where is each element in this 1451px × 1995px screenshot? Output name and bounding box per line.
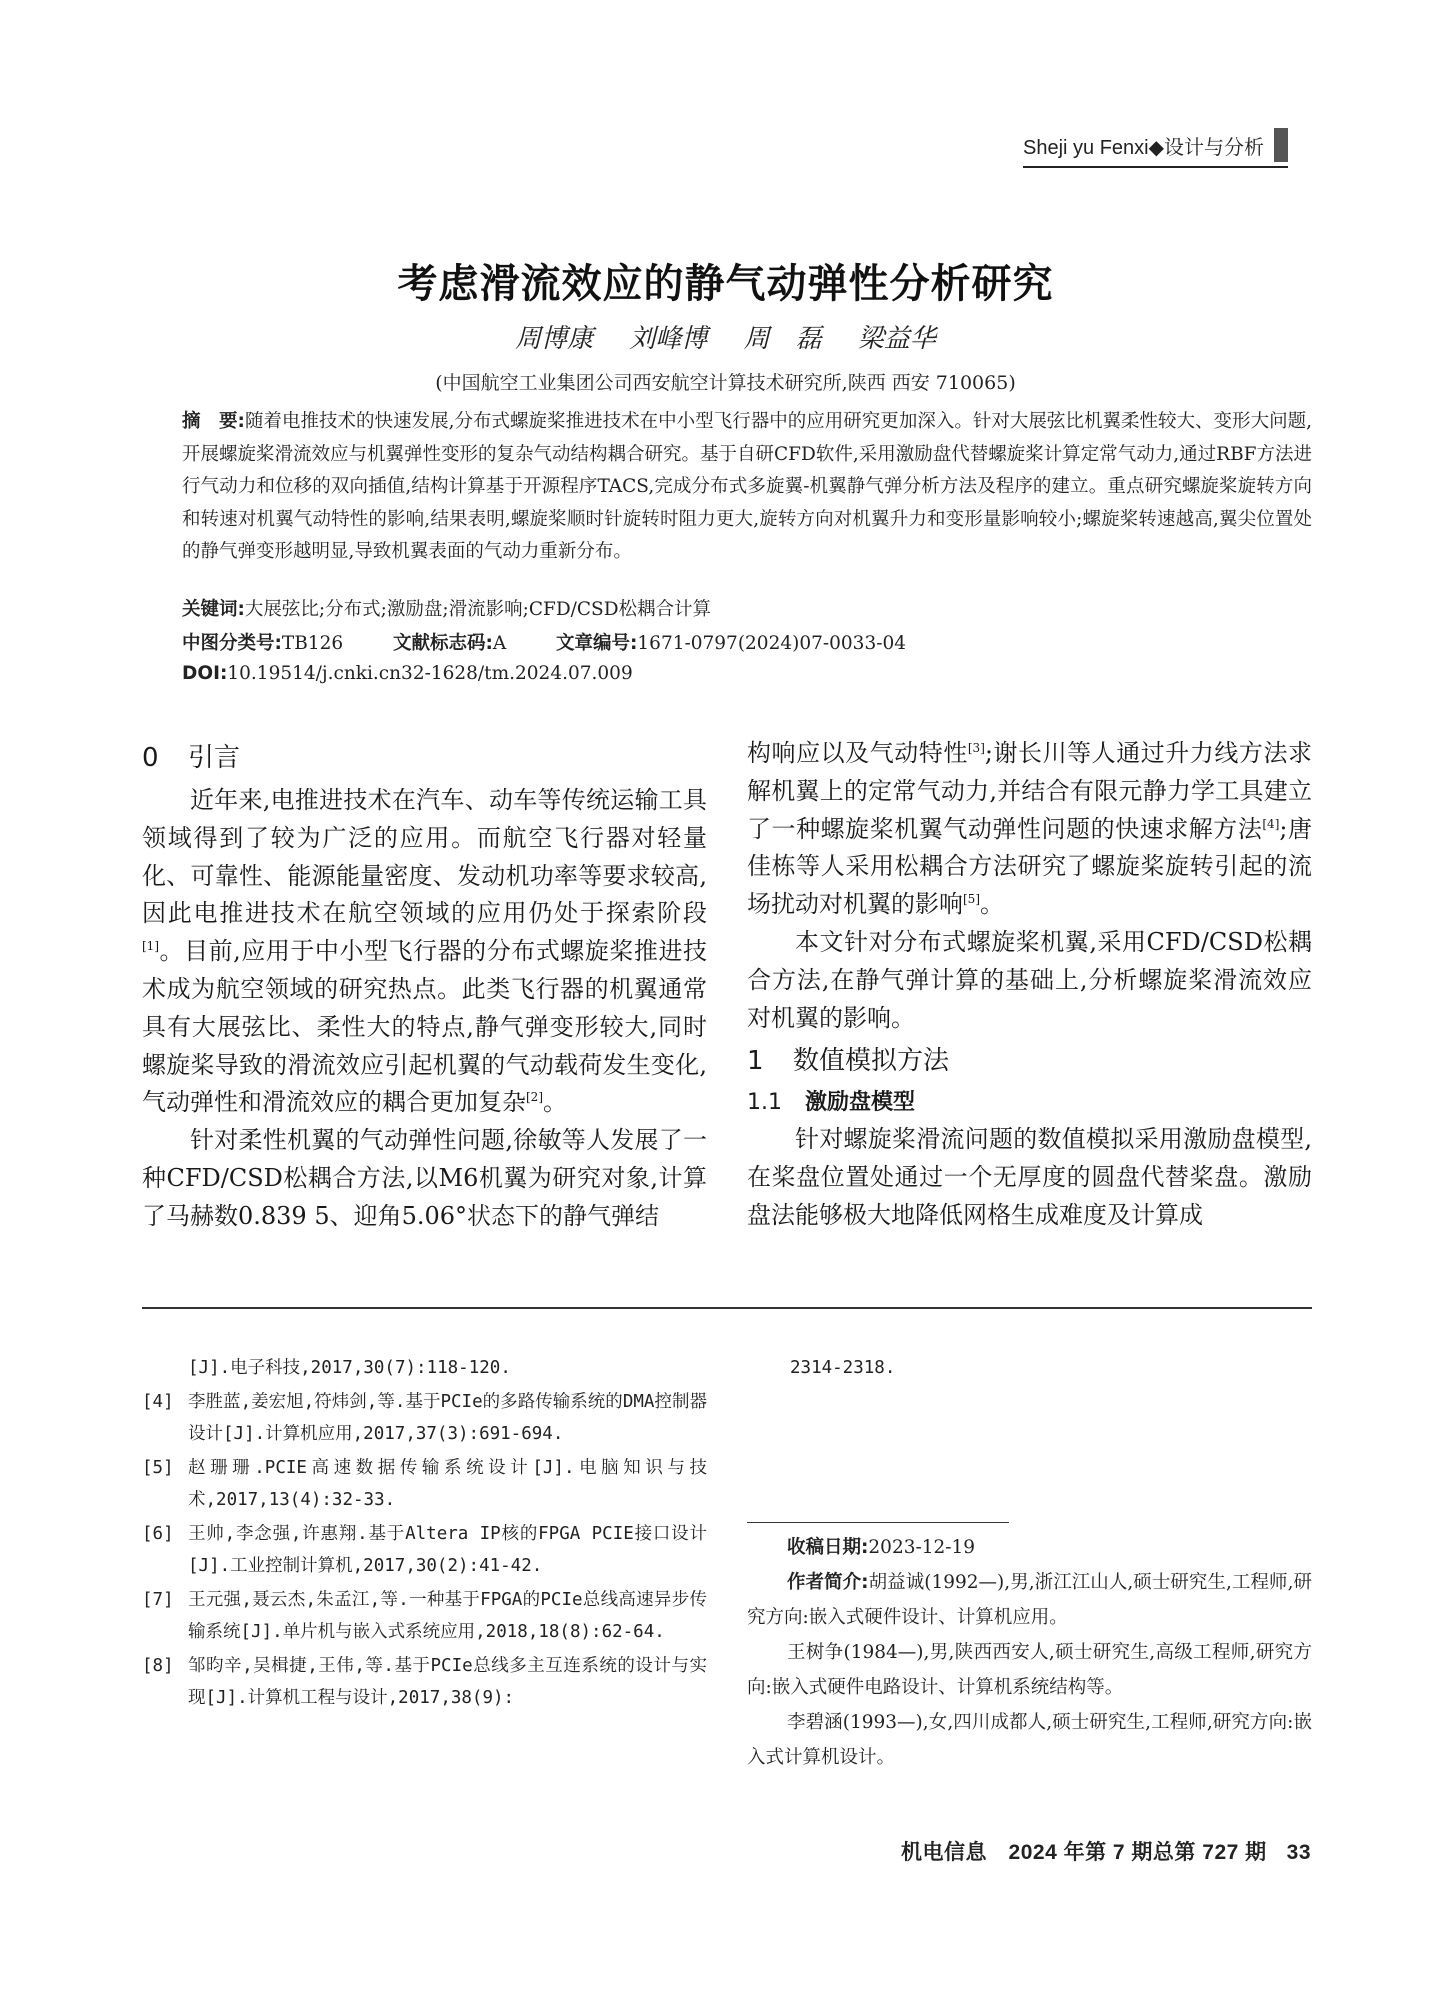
classification-line <box>182 629 906 655</box>
doi-label: DOI: <box>182 663 228 684</box>
abstract-label: 摘 要: <box>182 411 245 432</box>
running-head-text: Sheji yu Fenxi◆设计与分析 <box>1023 136 1264 159</box>
running-head-bar <box>1274 128 1288 162</box>
keywords <box>182 595 711 621</box>
reference-item: [7] 王元强,聂云杰,朱孟江,等.一种基于FPGA的PCIe总线高速异步传输系统[J].单片机与嵌入式系统应用,2018,18(8):62-64. <box>142 1590 707 1642</box>
paragraph: 近年来,电推进技术在汽车、动车等传统运输工具领域得到了较为广泛的应用。而航空飞行器对轻量化、可靠性、能源能量密度、发动机功率等要求较高,因此电推进技术在航空领域的应用仍处于探索阶段[1]。目前,应用于中小型飞行器的分布式螺旋桨推进技术成为航空领域的研究热点。此类飞行器的机翼通常具有大展弦比、柔性大的特点,静气弹变形较大,同时螺旋桨导致的滑流效应引起机翼的气动载荷发生变化,气动弹性和滑流效应的耦合更加复杂[2]。 <box>142 786 707 1117</box>
reference-item: [8] 邹昀辛,吴楫捷,王伟,等.基于PCIe总线多主互连系统的设计与实现[J].计算机工程与设计,2017,38(9): <box>142 1656 707 1708</box>
paragraph: 本文针对分布式螺旋桨机翼,采用CFD/CSD松耦合方法,在静气弹计算的基础上,分析螺旋桨滑流效应对机翼的影响。 <box>747 927 1312 1032</box>
body-column-right <box>747 735 1312 1235</box>
author-bio: 作者简介:胡益诚(1992—),男,浙江江山人,硕士研究生,工程师,研究方向:嵌入式硬件设计、计算机应用。 <box>747 1572 1312 1628</box>
paragraph: 针对柔性机翼的气动弹性问题,徐敏等人发展了一种CFD/CSD松耦合方法,以M6机翼为研究对象,计算了马赫数0.839 5、迎角5.06°状态下的静气弹结 <box>142 1126 707 1230</box>
abstract-text: 随着电推技术的快速发展,分布式螺旋桨推进技术在中小型飞行器中的应用研究更加深入。针对大展弦比机翼柔性较大、变形大问题,开展螺旋桨滑流效应与机翼弹性变形的复杂气动结构耦合研究。基于自研CFD软件,采用激励盘代替螺旋桨计算定常气动力,通过RBF方法进行气动力和位移的双向插值,结构计算基于开源程序TACS,完成分布式多旋翼-机翼静气弹分析方法及程序的建立。重点研究螺旋桨旋转方向和转速对机翼气动特性的影响,结果表明,螺旋桨顺时针旋转时阻力更大,旋转方向对机翼升力和变形量影响较小;螺旋桨转速越高,翼尖位置处的静气弹变形越明显,导致机翼表面的气动力重新分布。 <box>182 411 1312 562</box>
citation[interactable]: [5] <box>963 892 980 907</box>
section-heading: 1 数值模拟方法 <box>747 1046 950 1077</box>
clc-label: 中图分类号: <box>182 633 282 654</box>
reference-continuation: 2314-2318. <box>790 1358 896 1378</box>
reference-item: [6] 王帅,李念强,许惠翔.基于Altera IP核的FPGA PCIE接口设计[J].工业控制计算机,2017,30(2):41-42. <box>142 1524 707 1576</box>
doi-value: 10.19514/j.cnki.cn32-1628/tm.2024.07.009 <box>227 663 633 684</box>
citation[interactable]: [4] <box>1262 816 1280 831</box>
page-number: 33 <box>1286 1841 1311 1864</box>
section-heading: 0 引言 <box>142 743 241 773</box>
running-head <box>1023 128 1288 168</box>
article-number-label: 文章编号: <box>556 633 638 654</box>
citation[interactable]: [2] <box>526 1090 543 1105</box>
reference-list <box>142 1352 707 1716</box>
abstract <box>142 406 1312 569</box>
clc-value: TB126 <box>281 633 344 654</box>
footnote-divider <box>142 1307 1312 1309</box>
author-notes <box>747 1530 1312 1775</box>
author-name: 梁益华 <box>857 324 936 354</box>
author-name: 周博康 <box>515 324 594 354</box>
paragraph: 针对螺旋桨滑流问题的数值模拟采用激励盘模型,在桨盘位置处通过一个无厚度的圆盘代替桨盘。激励盘法能够极大地降低网格生成难度及计算成 <box>747 1125 1312 1229</box>
article-number-value: 1671-0797(2024)07-0033-04 <box>637 633 906 654</box>
author-list <box>0 318 1451 355</box>
citation[interactable]: [1] <box>142 939 159 954</box>
body-column-left <box>142 738 707 1236</box>
doc-code-label: 文献标志码: <box>392 633 493 654</box>
notes-rule <box>747 1522 1009 1523</box>
author-name: 刘峰博 <box>629 324 708 354</box>
doc-code-value: A <box>492 633 507 654</box>
reference-item: [J].电子科技,2017,30(7):118-120. <box>188 1358 511 1378</box>
page-footer <box>901 1836 1311 1866</box>
author-bio: 李碧涵(1993—),女,四川成都人,硕士研究生,工程师,研究方向:嵌入式计算机设计。 <box>747 1712 1312 1768</box>
author-bio: 王树争(1984—),男,陕西西安人,硕士研究生,高级工程师,研究方向:嵌入式硬件电路设计、计算机系统结构等。 <box>747 1642 1312 1698</box>
affiliation: (中国航空工业集团公司西安航空计算技术研究所,陕西 西安 710065) <box>435 372 1016 394</box>
article-title: 考虑滑流效应的静气动弹性分析研究 <box>397 261 1054 307</box>
received-date: 收稿日期:2023-12-19 <box>787 1537 976 1558</box>
reference-item: [5] 赵珊珊.PCIE高速数据传输系统设计[J].电脑知识与技术,2017,13(4):32-33. <box>142 1458 707 1510</box>
journal-issue: 机电信息 2024 年第 7 期总第 727 期 <box>901 1841 1267 1864</box>
reference-item: [4] 李胜蓝,姜宏旭,符炜剑,等.基于PCIe的多路传输系统的DMA控制器设计[J].计算机应用,2017,37(3):691-694. <box>142 1392 707 1444</box>
doi-line <box>182 663 633 684</box>
keywords-label: 关键词: <box>182 599 245 620</box>
paragraph: 构响应以及气动特性[3];谢长川等人通过升力线方法求解机翼上的定常气动力,并结合有限元静力学工具建立了一种螺旋桨机翼气动弹性问题的快速求解方法[4];唐佳栋等人采用松耦合方法研究了螺旋桨旋转引起的流场扰动对机翼的影响[5]。 <box>747 739 1313 919</box>
keywords-text: 大展弦比;分布式;激励盘;滑流影响;CFD/CSD松耦合计算 <box>244 599 712 620</box>
subsection-heading: 1.1 激励盘模型 <box>747 1090 916 1116</box>
author-name: 周 磊 <box>743 324 822 354</box>
citation[interactable]: [3] <box>967 741 985 755</box>
